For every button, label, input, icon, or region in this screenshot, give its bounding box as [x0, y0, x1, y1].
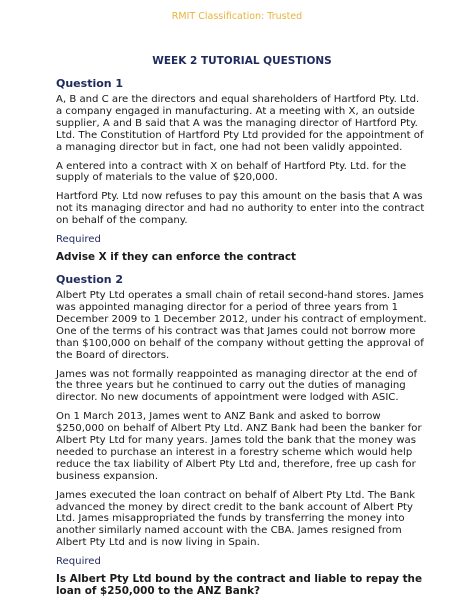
document-body — [56, 55, 428, 607]
question-2-paragraph: Albert Pty Ltd operates a small chain of retail second-hand stores. James was appointed managing director for a period of three years from 1 December 2009 to 1 December 2012, under his contract of employment. One of the terms of his contract was that James could not borrow more than $100,000 on behalf of the company without getting the approval of the Board of directors. — [56, 290, 427, 361]
question-2-paragraph: James was not formally reappointed as managing director at the end of the three years but he continued to carry out the duties of managing director. No new documents of appointment were lodged with ASIC. — [56, 368, 418, 404]
question-1-instruction: Advise X if they can enforce the contract — [56, 251, 296, 264]
question-1-required-label: Required — [56, 234, 101, 246]
question-2-paragraph: On 1 March 2013, James went to ANZ Bank and asked to borrow $250,000 on behalf of Albert Pty Ltd. ANZ Bank had been the banker for Albert Pty Ltd for many years. James told the bank that the money was needed to purchase an interest in a forestry scheme which would help reduce the tax liability of Albert Pty Ltd and, therefore, free up cash for business expansion. — [56, 411, 422, 482]
classification-label: RMIT Classification: Trusted — [171, 11, 303, 22]
question-2-heading: Question 2 — [56, 273, 124, 287]
question-1-paragraph: A, B and C are the directors and equal shareholders of Hartford Pty. Ltd. a company engaged in manufacturing. At a meeting with X, an outside supplier, A and B said that A was the managing director of Hartford Pty. Ltd. The Constitution of Hartford Pty Ltd provided for the appointment of a managing director but in fact, one had not been validly appointed. — [56, 94, 424, 153]
question-2-instruction: Is Albert Pty Ltd bound by the contract and liable to repay the loan of $250,000 to the ANZ Bank? — [56, 573, 422, 598]
question-2-paragraph: James executed the loan contract on behalf of Albert Pty Ltd. The Bank advanced the money by direct credit to the bank account of Albert Pty Ltd. James misappropriated the funds by transferring the money into another similarly named account with the CBA. James resigned from Albert Pty Ltd and is now living in Spain. — [56, 489, 416, 549]
question-1-paragraph: A entered into a contract with X on behalf of Hartford Pty. Ltd. for the supply of materials to the value of $20,000. — [56, 160, 407, 184]
question-1-heading: Question 1 — [56, 77, 124, 90]
question-1-paragraph: Hartford Pty. Ltd now refuses to pay this amount on the basis that A was not its managing director and had no authority to enter into the contract on behalf of the company. — [56, 191, 425, 227]
document-title: WEEK 2 TUTORIAL QUESTIONS — [152, 55, 332, 67]
question-2-required-label: Required — [56, 556, 101, 568]
